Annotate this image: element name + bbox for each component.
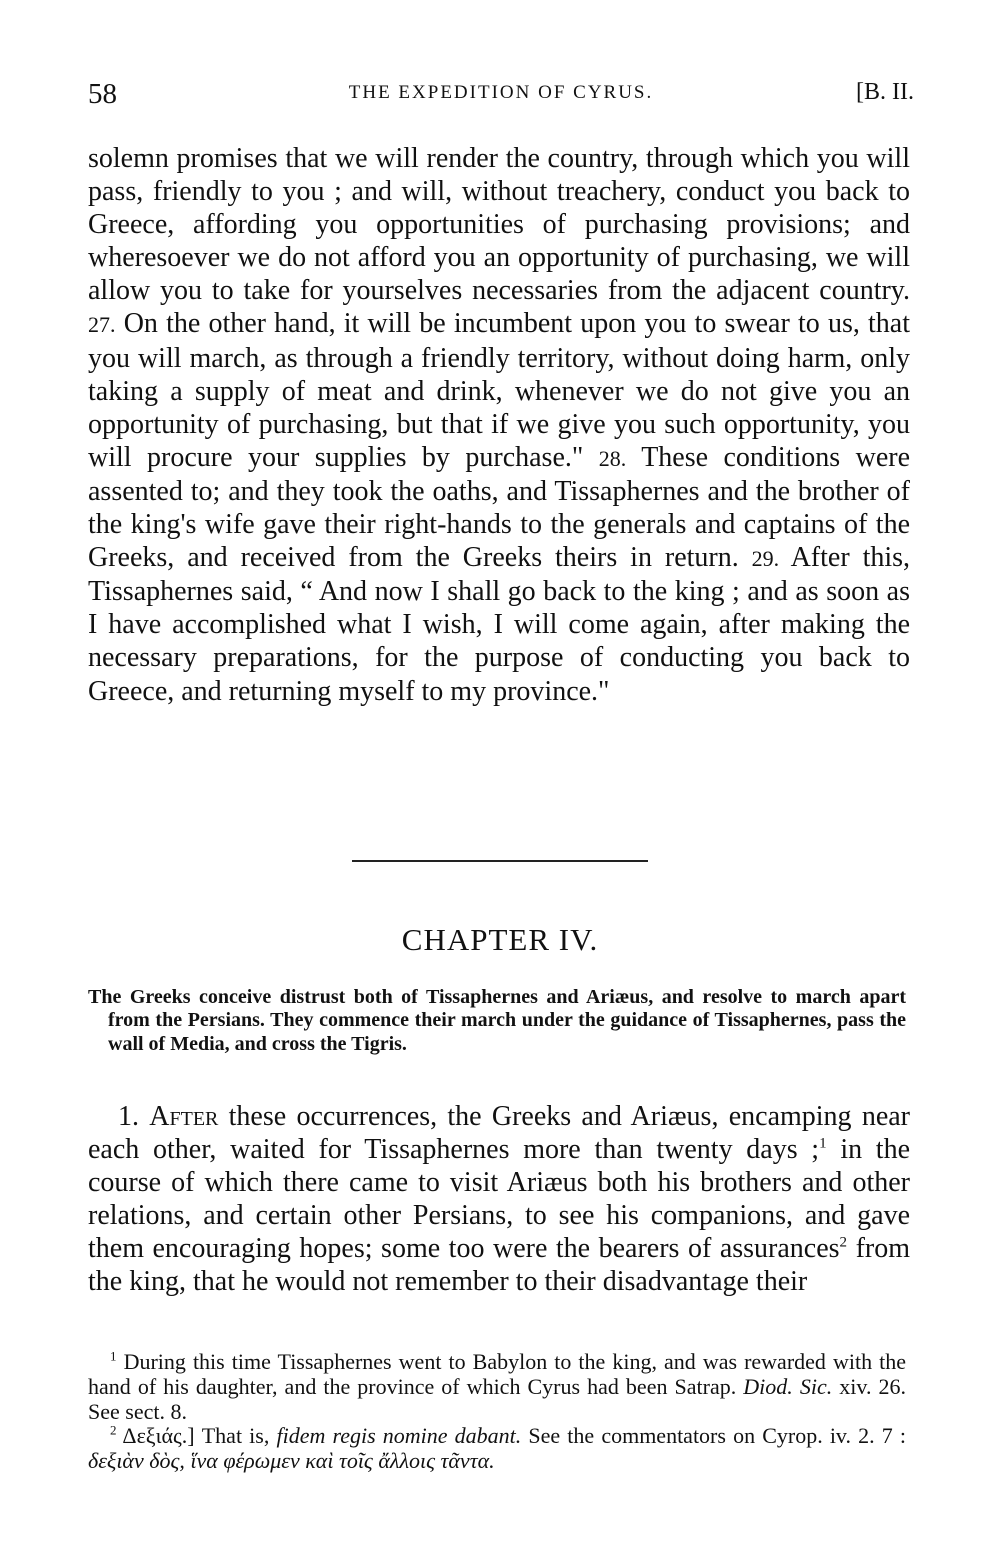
footnote bbox=[88, 1350, 906, 1424]
footnote-text: See the commentators on Cyrop. iv. 2. 7 : bbox=[528, 1423, 906, 1449]
paragraph-text: solemn promises that we will render the country, through which you will pass, friendly to you ; and will, without treachery, conduct you back to Greece, affording you opportunities of purchasing provisions; and wheresoever we do not afford you an opportunity of purchasing, we will allow you to take for yourselves necessaries from the adjacent country. bbox=[88, 143, 910, 307]
footnote-text: That is, bbox=[201, 1423, 270, 1449]
latin-phrase: fidem regis nomine dabant. bbox=[276, 1423, 522, 1449]
paragraph-text: On the other hand, it will be incumbent upon you to swear to us, that you will march, as through a friendly territory, without doing harm, only taking a supply of meat and drink, whenever we do not give you an opportunity of purchasing, but that if we give you such opportunity, you will procure your supplies by purchase." bbox=[88, 308, 911, 473]
opening-word: After bbox=[149, 1101, 219, 1132]
paragraph-text: After this, Tissaphernes said, “ And now I shall go back to the king ; and as soon as I have accomplished what I wish, I will come again, after making the necessary preparations, for the purpose of conducting you back to Greece, and returning myself to my province." bbox=[88, 542, 911, 707]
footnote-ref: 2 bbox=[839, 1235, 848, 1252]
footnote-marker: 1 bbox=[110, 1348, 117, 1364]
footnote-marker: 2 bbox=[110, 1423, 117, 1439]
paragraph-text: from the king, that he would not remember to their disadvantage their bbox=[88, 1233, 911, 1298]
paragraph-number: 1. bbox=[118, 1101, 139, 1132]
page-number: 58 bbox=[88, 78, 117, 110]
chapter-summary: The Greeks conceive distrust both of Tissaphernes and Ariæus, and resolve to march apart from the Persians. They commence their march under the guidance of Tissaphernes, pass the wall of Media, and cross the Tigris. bbox=[88, 986, 906, 1055]
section-divider bbox=[352, 860, 648, 862]
section-number: 27. bbox=[88, 312, 116, 338]
running-title: THE EXPEDITION OF CYRUS. bbox=[348, 82, 654, 103]
continued-paragraph bbox=[88, 142, 910, 708]
greek-term: Δεξιάς.] bbox=[122, 1423, 195, 1449]
running-header bbox=[88, 78, 914, 112]
chapter-paragraph-1 bbox=[88, 1100, 910, 1299]
footnote bbox=[88, 1424, 906, 1474]
chapter-title: CHAPTER IV. bbox=[401, 922, 599, 957]
paragraph-text: in the course of which there came to visit Ariæus both his brothers and other relations, and certain other Persians, to see his companions, and gave them encouraging hopes; some too were the bearers of assurances bbox=[88, 1134, 911, 1265]
section-number: 29. bbox=[751, 546, 780, 572]
greek-quote: δεξιὰν δὸς, ἵνα φέρωμεν καὶ τοῖς ἄλλοις τᾶντα. bbox=[88, 1448, 495, 1474]
footnotes bbox=[88, 1350, 906, 1474]
book-section-mark: [B. II. bbox=[856, 79, 914, 105]
paragraph-text: these occurrences, the Greeks and Ariæus, encamping near each other, waited for Tissaphernes more than twenty days ; bbox=[88, 1101, 910, 1166]
paragraph-text: These conditions were assented to; and they took the oaths, and Tissaphernes and the brother of the king's wife gave their right-hands to the generals and captains of the Greeks, and received from the Greeks theirs in return. bbox=[88, 441, 911, 574]
footnote-text: During this time Tissaphernes went to Babylon to the king, and was rewarded with the hand of his daughter, and the province of which Cyrus had been Satrap. bbox=[88, 1349, 907, 1399]
footnote-text: xiv. 26. See sect. 8. bbox=[88, 1373, 907, 1424]
citation: Diod. Sic. bbox=[743, 1373, 833, 1399]
footnote-ref: 1 bbox=[819, 1135, 827, 1152]
section-number: 28. bbox=[598, 445, 627, 471]
